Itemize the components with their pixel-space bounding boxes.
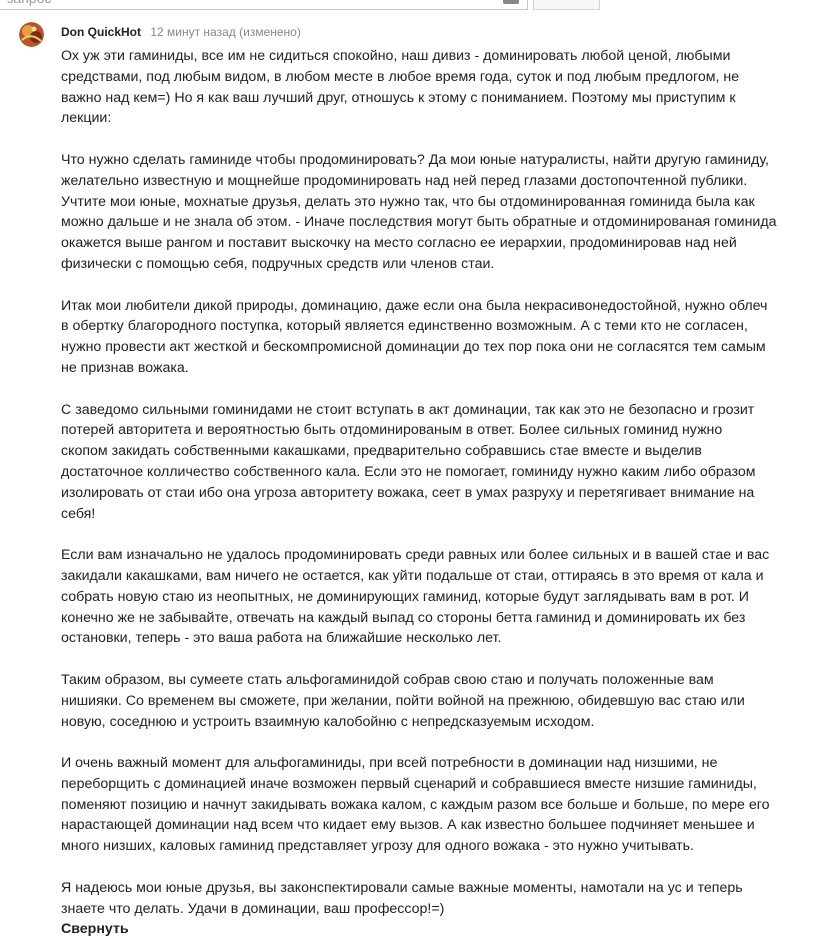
comment-text-line: Учтите мои юные, мохнатые друзья, делать это нужно так, что бы отдоминированная гоминида была как bbox=[61, 193, 755, 210]
comment-text-line: потерей авторитета и вероятностью быть отдоминированым в ответ. Более сильных гоминид нужно bbox=[61, 422, 723, 439]
comment-text-line: в обертку благородного поступка, который является единственно возможным. А с теми кто не согласен, bbox=[61, 318, 748, 335]
author-name[interactable]: Don QuickHot bbox=[61, 25, 141, 39]
comment-text-line: изолировать от стаи ибо она угроза авторитету вожака, сеет в умах разруху и перетягивает внимание на bbox=[61, 484, 755, 501]
comment-text-line: лекции: bbox=[61, 110, 112, 127]
comment-paragraph bbox=[61, 670, 821, 732]
comment-text-line: окажется выше рангом и поставит выскочку на место согласно ее иерархии, продоминировав над ней bbox=[61, 235, 737, 252]
comment-text-line: поменяют позицию и начнут закидывать вожака калом, с каждым разом все больше и больше, по мере его bbox=[61, 796, 770, 813]
comment-text-line: средствами, под любым видом, в любом месте в любое время года, суток и под любым предлогом, не bbox=[61, 68, 740, 85]
comment-text-line: знаете что делать. Удачи в доминации, ваш профессор!=) bbox=[61, 900, 445, 917]
search-bar bbox=[0, 0, 828, 16]
comment-text-line: Таким образом, вы сумеете стать альфогаминидой собрав свою стаю и получать положенные вам bbox=[61, 671, 714, 688]
comment-text-line: физически с помощью себя, подручных средств или членов стаи. bbox=[61, 255, 495, 272]
comment-paragraph bbox=[61, 878, 821, 920]
comment-text-line: желательно известную и мощнейше продоминировать над ней перед глазами достопочтенной публики. bbox=[61, 172, 748, 189]
comment-text-line: остановки, теперь - это ваша работа на ближайшие несколько лет. bbox=[61, 630, 502, 647]
comment-text-line: переборщить с доминацией иначе возможен первый сценарий и собравшиеся вместе низшие гаминиды, bbox=[61, 775, 757, 792]
search-input[interactable] bbox=[0, 0, 528, 10]
comment-body bbox=[61, 46, 821, 919]
comment-text-line: нарастающей доминации над всем что кидает ему вызов. А как известно большее подчиняет меньшее и bbox=[61, 817, 755, 834]
comment-text-line: Что нужно сделать гаминиде чтобы продоминировать? Да мои юные натуралисты, найти другую гаминиду, bbox=[61, 151, 769, 168]
comment-text-line: закидали какашками, вам ничего не остается, как уйти подальше от стаи, оттираясь в это время от кала и bbox=[61, 567, 764, 584]
comment-text-line: С заведомо сильными гоминидами не стоит вступать в акт доминации, так как это не безопасно и грозит bbox=[61, 401, 755, 418]
comment-text-line: нишияки. Со временем вы сможете, при желании, пойти войной на прежнюю, обидевшую вас стаю или bbox=[61, 692, 745, 709]
comment-text-line: Я надеюсь мои юные друзья, вы законспектировали самые важные моменты, намотали на ус и теперь bbox=[61, 879, 743, 896]
comment-text-line: собрать новую стаю из неопытных, не доминирующих гаминид, которые будут заглядывать вам в рот. И bbox=[61, 588, 749, 605]
comment-text-line: много низших, каловых гаминид представляет угрозу для одного вожака - это нужно учитывать. bbox=[61, 838, 694, 855]
search-button[interactable] bbox=[533, 0, 600, 10]
comment-paragraph bbox=[61, 150, 821, 275]
avatar-image bbox=[19, 22, 44, 47]
comment-text-line: скопом закидать собственными какашками, предварительно собравшись стае вместе и выделив bbox=[61, 443, 702, 460]
comment-text-line: важно над кем=) Но я как ваш лучший друг, отношусь к этому с пониманием. Поэтому мы приступим к bbox=[61, 89, 736, 106]
comment-text-line: себя! bbox=[61, 505, 96, 522]
comment-text-line: не признав вожака. bbox=[61, 359, 189, 376]
comment-paragraph bbox=[61, 46, 821, 129]
comment-text-line: И очень важный момент для альфогаминиды, при всей потребности в доминации над низшими, не bbox=[61, 755, 718, 772]
comment-text-line: нужно провести акт жесткой и бескомпромисной доминации до тех пор пока они не согласятся тем самым bbox=[61, 339, 766, 356]
avatar[interactable] bbox=[19, 22, 44, 47]
keyboard-icon[interactable] bbox=[503, 0, 519, 4]
comment-paragraph bbox=[61, 400, 821, 525]
comment-text-line: Если вам изначально не удалось продоминировать среди равных или более сильных и в вашей стае и вас bbox=[61, 547, 770, 564]
comment bbox=[61, 24, 821, 939]
collapse-link[interactable]: Свернуть bbox=[61, 921, 129, 938]
comment-text-line: достаточное колличество собственного кала. Если это не помогает, гоминиду нужно каким либо образом bbox=[61, 463, 756, 480]
comment-paragraph bbox=[61, 545, 821, 649]
comment-text-line: Ох уж эти гаминиды, все им не сидиться спокойно, наш дивиз - доминировать любой ценой, любыми bbox=[61, 48, 731, 64]
comment-paragraph bbox=[61, 753, 821, 857]
comment-text-line: конечно же не забывайте, отвечать на каждый выпад со стороны бетта гаминид и доминировать их без bbox=[61, 609, 746, 626]
comment-paragraph bbox=[61, 296, 821, 379]
comment-timestamp[interactable]: 12 минут назад (изменено) bbox=[150, 25, 301, 39]
comment-header bbox=[61, 24, 821, 40]
comment-text-line: Итак мои любители дикой природы, доминацию, даже если она была некрасивонедостойной, нужно облеч bbox=[61, 297, 768, 314]
comment-text-line: новую, соседнюю и устроить взаимную калобойню с непредсказуемым исходом. bbox=[61, 713, 595, 730]
comment-text-line: можно дальше и не знала об этом. - Иначе последствия могут быть обратные и отдоминированая гоминида bbox=[61, 214, 777, 231]
